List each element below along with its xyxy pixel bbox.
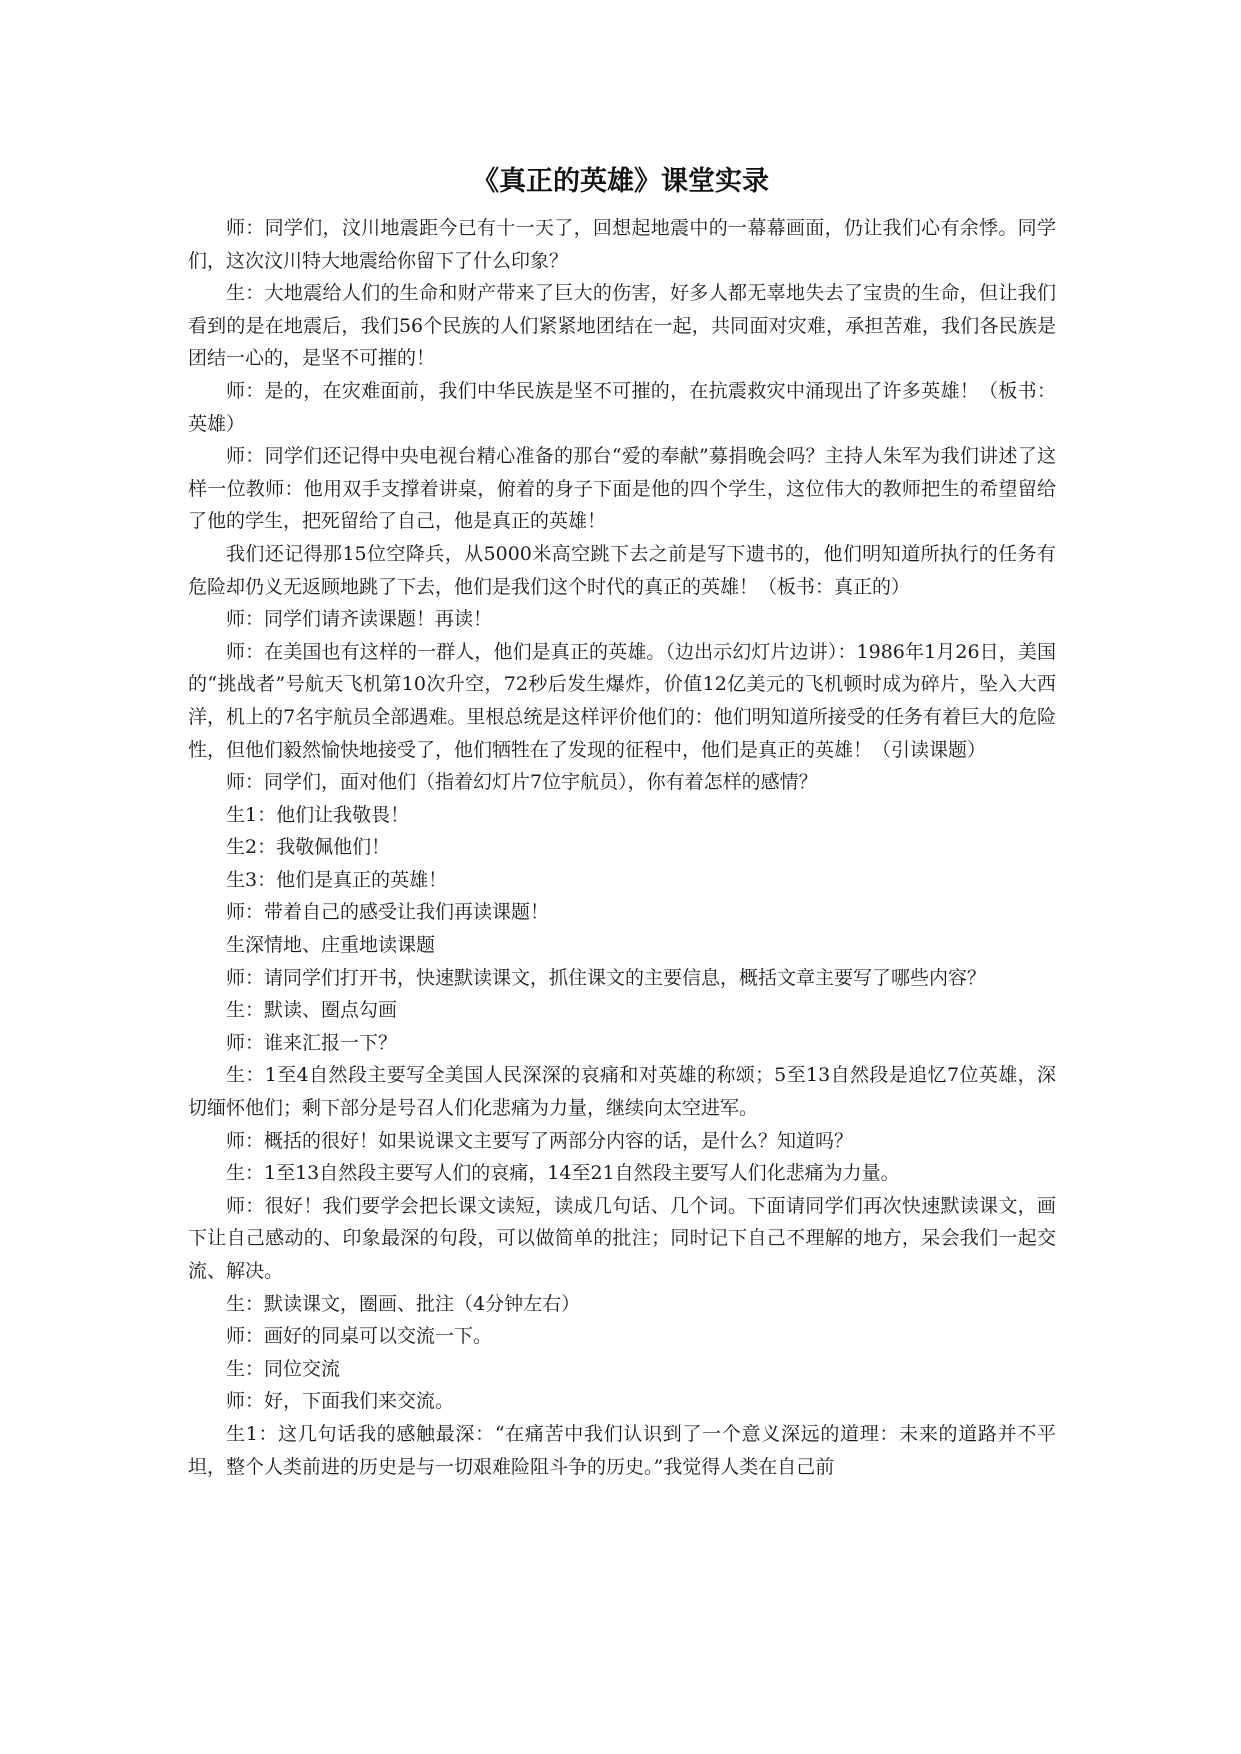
paragraph: 师：请同学们打开书，快速默读课文，抓住课文的主要信息，概括文章主要写了哪些内容？	[226, 966, 987, 989]
paragraph: 我们还记得那15位空降兵，从5000米高空跳下去之前是写下遗书的，他们明知道所执行的任务有危险却仍义无返顾地跳了下去，他们是我们这个时代的真正的英雄！（板书：真正的）	[188, 542, 1056, 598]
paragraph: 生2：我敬佩他们！	[226, 836, 391, 859]
paragraph: 生1：他们让我敬畏！	[226, 803, 410, 826]
paragraph: 师：概括的很好！如果说课文主要写了两部分内容的话，是什么？知道吗？	[226, 1129, 854, 1152]
paragraph: 师：很好！我们要学会把长课文读短，读成几句话、几个词。下面请同学们再次快速默读课文，画下让自己感动的、印象最深的句段，可以做简单的批注；同时记下自己不理解的地方，呆会我们一起交流、解决。	[188, 1194, 1056, 1282]
paragraph: 生3：他们是真正的英雄！	[226, 868, 448, 891]
paragraph: 师：同学们还记得中央电视台精心准备的那台“爱的奉献”募捐晚会吗？主持人朱军为我们讲述了这样一位教师：他用双手支撑着讲桌，俯着的身子下面是他的四个学生，这位伟大的教师把生的希望留给了他的学生，把死留给了自己，他是真正的英雄！	[188, 445, 1056, 533]
paragraph: 生深情地、庄重地读课题	[226, 934, 436, 957]
paragraph: 生：1至13自然段主要写人们的哀痛，14至21自然段主要写人们化悲痛为力量。	[226, 1162, 900, 1185]
paragraph: 师：谁来汇报一下？	[226, 1031, 398, 1054]
document-body	[188, 212, 1056, 1483]
paragraph: 师：带着自己的感受让我们再读课题！	[226, 901, 550, 924]
paragraph: 生1：这几句话我的感触最深：“在痛苦中我们认识到了一个意义深远的道理：未来的道路并不平坦，整个人类前进的历史是与一切艰难险阻斗争的历史。”我觉得人类在自己前	[188, 1422, 1056, 1478]
paragraph: 师：同学们，汶川地震距今已有十一天了，回想起地震中的一幕幕画面，仍让我们心有余悸。同学们，这次汶川特大地震给你留下了什么印象？	[188, 217, 1056, 272]
paragraph: 生：1至4自然段主要写全美国人民深深的哀痛和对英雄的称颂；5至13自然段是追忆7位英雄，深切缅怀他们；剩下部分是号召人们化悲痛为力量，继续向太空进军。	[188, 1064, 1056, 1120]
paragraph: 师：是的，在灾难面前，我们中华民族是坚不可摧的，在抗震救灾中涌现出了许多英雄！（板书：英雄）	[188, 379, 1056, 435]
paragraph: 生：大地震给人们的生命和财产带来了巨大的伤害，好多人都无辜地失去了宝贵的生命，但让我们看到的是在地震后，我们56个民族的人们紧紧地团结在一起，共同面对灾难，承担苦难，我们各民族是团结一心的，是坚不可摧的！	[188, 282, 1056, 370]
paragraph: 师：同学们，面对他们（指着幻灯片7位宇航员），你有着怎样的感情？	[226, 771, 818, 794]
document-title: 《真正的英雄》课堂实录	[472, 166, 769, 197]
paragraph: 师：在美国也有这样的一群人，他们是真正的英雄。（边出示幻灯片边讲）：1986年1月26日，美国的“挑战者”号航天飞机第10次升空，72秒后发生爆炸，价值12亿美元的飞机顿时成为碎片，坠入大西洋，机上的7名宇航员全部遇难。里根总统是这样评价他们的：他们明知道所接受的任务有着巨大的危险性，但他们毅然愉快地接受了，他们牺牲在了发现的征程中，他们是真正的英雄！（引读课题）	[188, 640, 1056, 761]
paragraph: 生：默读课文，圈画、批注（4分钟左右）	[226, 1292, 581, 1315]
paragraph: 生：默读、圈点勾画	[226, 999, 398, 1022]
paragraph: 师：画好的同桌可以交流一下。	[226, 1325, 493, 1348]
paragraph: 生：同位交流	[226, 1357, 341, 1380]
paragraph: 师：好，下面我们来交流。	[226, 1390, 455, 1413]
paragraph: 师：同学们请齐读课题！再读！	[226, 608, 493, 631]
